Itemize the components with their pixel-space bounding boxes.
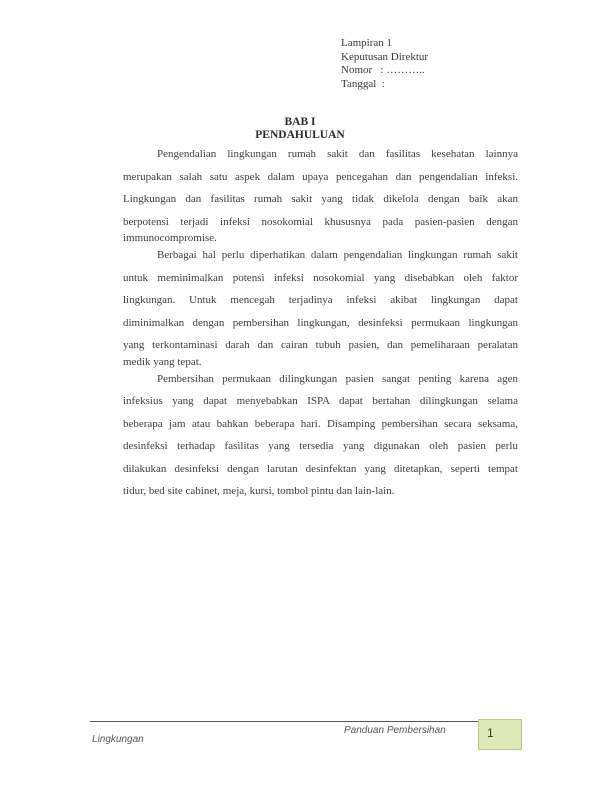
chapter-subtitle: PENDAHULUAN (255, 129, 345, 141)
paragraph-line: lingkungan. Untuk mencegah terjadinya infeksi akibat lingkungan dapat (123, 294, 518, 306)
body-text (123, 143, 518, 503)
decree-label: Keputusan Direktur (341, 50, 429, 63)
footer-divider (90, 721, 478, 722)
paragraph-line: Pembersihan permukaan dilingkungan pasien sangat penting karena agen (157, 372, 518, 385)
footer-title-part1: Panduan Pembersihan (344, 725, 446, 736)
date-label: Tanggal : (341, 77, 385, 90)
paragraph-1 (123, 143, 518, 244)
paragraph-line: merupakan salah satu aspek dalam upaya pencegahan dan pengendalian infeksi. (123, 170, 518, 183)
paragraph-2 (123, 244, 518, 368)
attachment-label: Lampiran 1 (341, 37, 393, 49)
paragraph-line: beberapa jam atau bahkan beberapa hari. Disamping pembersihan secara seksama, (123, 417, 518, 430)
paragraph-line: tidur, bed site cabinet, meja, kursi, tombol pintu dan lain-lain. (123, 485, 395, 497)
paragraph-line: yang terkontaminasi darah dan cairan tubuh pasien, dan pemeliharaan peralatan (123, 339, 518, 351)
number-label: Nomor : ……….. (341, 64, 425, 76)
paragraph-line: immunocompromise. (123, 232, 217, 244)
paragraph-line: untuk meminimalkan potensi infeksi nosokomial yang disebabkan oleh faktor (123, 271, 518, 284)
paragraph-3 (123, 368, 518, 503)
page-number: 1 (487, 726, 494, 740)
attachment-header (341, 37, 428, 91)
paragraph-line: infeksius yang dapat menyebabkan ISPA dapat bertahan dilingkungan selama (123, 395, 518, 407)
paragraph-line: medik yang tepat. (123, 355, 202, 368)
paragraph-line: Pengendalian lingkungan rumah sakit dan fasilitas kesehatan lainnya (157, 148, 518, 160)
chapter-title: BAB I (284, 116, 316, 128)
paragraph-line: desinfeksi terhadap fasilitas yang tersedia yang digunakan oleh pasien perlu (123, 440, 518, 452)
page-number-box (478, 719, 522, 750)
paragraph-line: Lingkungan dan fasilitas rumah sakit yang tidak dikelola dengan baik akan (123, 193, 518, 205)
paragraph-line: Berbagai hal perlu diperhatikan dalam pengendalian lingkungan rumah sakit (157, 249, 518, 261)
paragraph-line: berpotensi terjadi infeksi nosokomial khususnya pada pasien-pasien dengan (123, 215, 518, 228)
paragraph-line: dilakukan desinfeksi dengan larutan desinfektan yang ditetapkan, seperti tempat (123, 462, 518, 475)
footer-title-part2: Lingkungan (92, 734, 144, 745)
paragraph-line: diminimalkan dengan pembersihan lingkungan, desinfeksi permukaan lingkungan (123, 316, 518, 329)
